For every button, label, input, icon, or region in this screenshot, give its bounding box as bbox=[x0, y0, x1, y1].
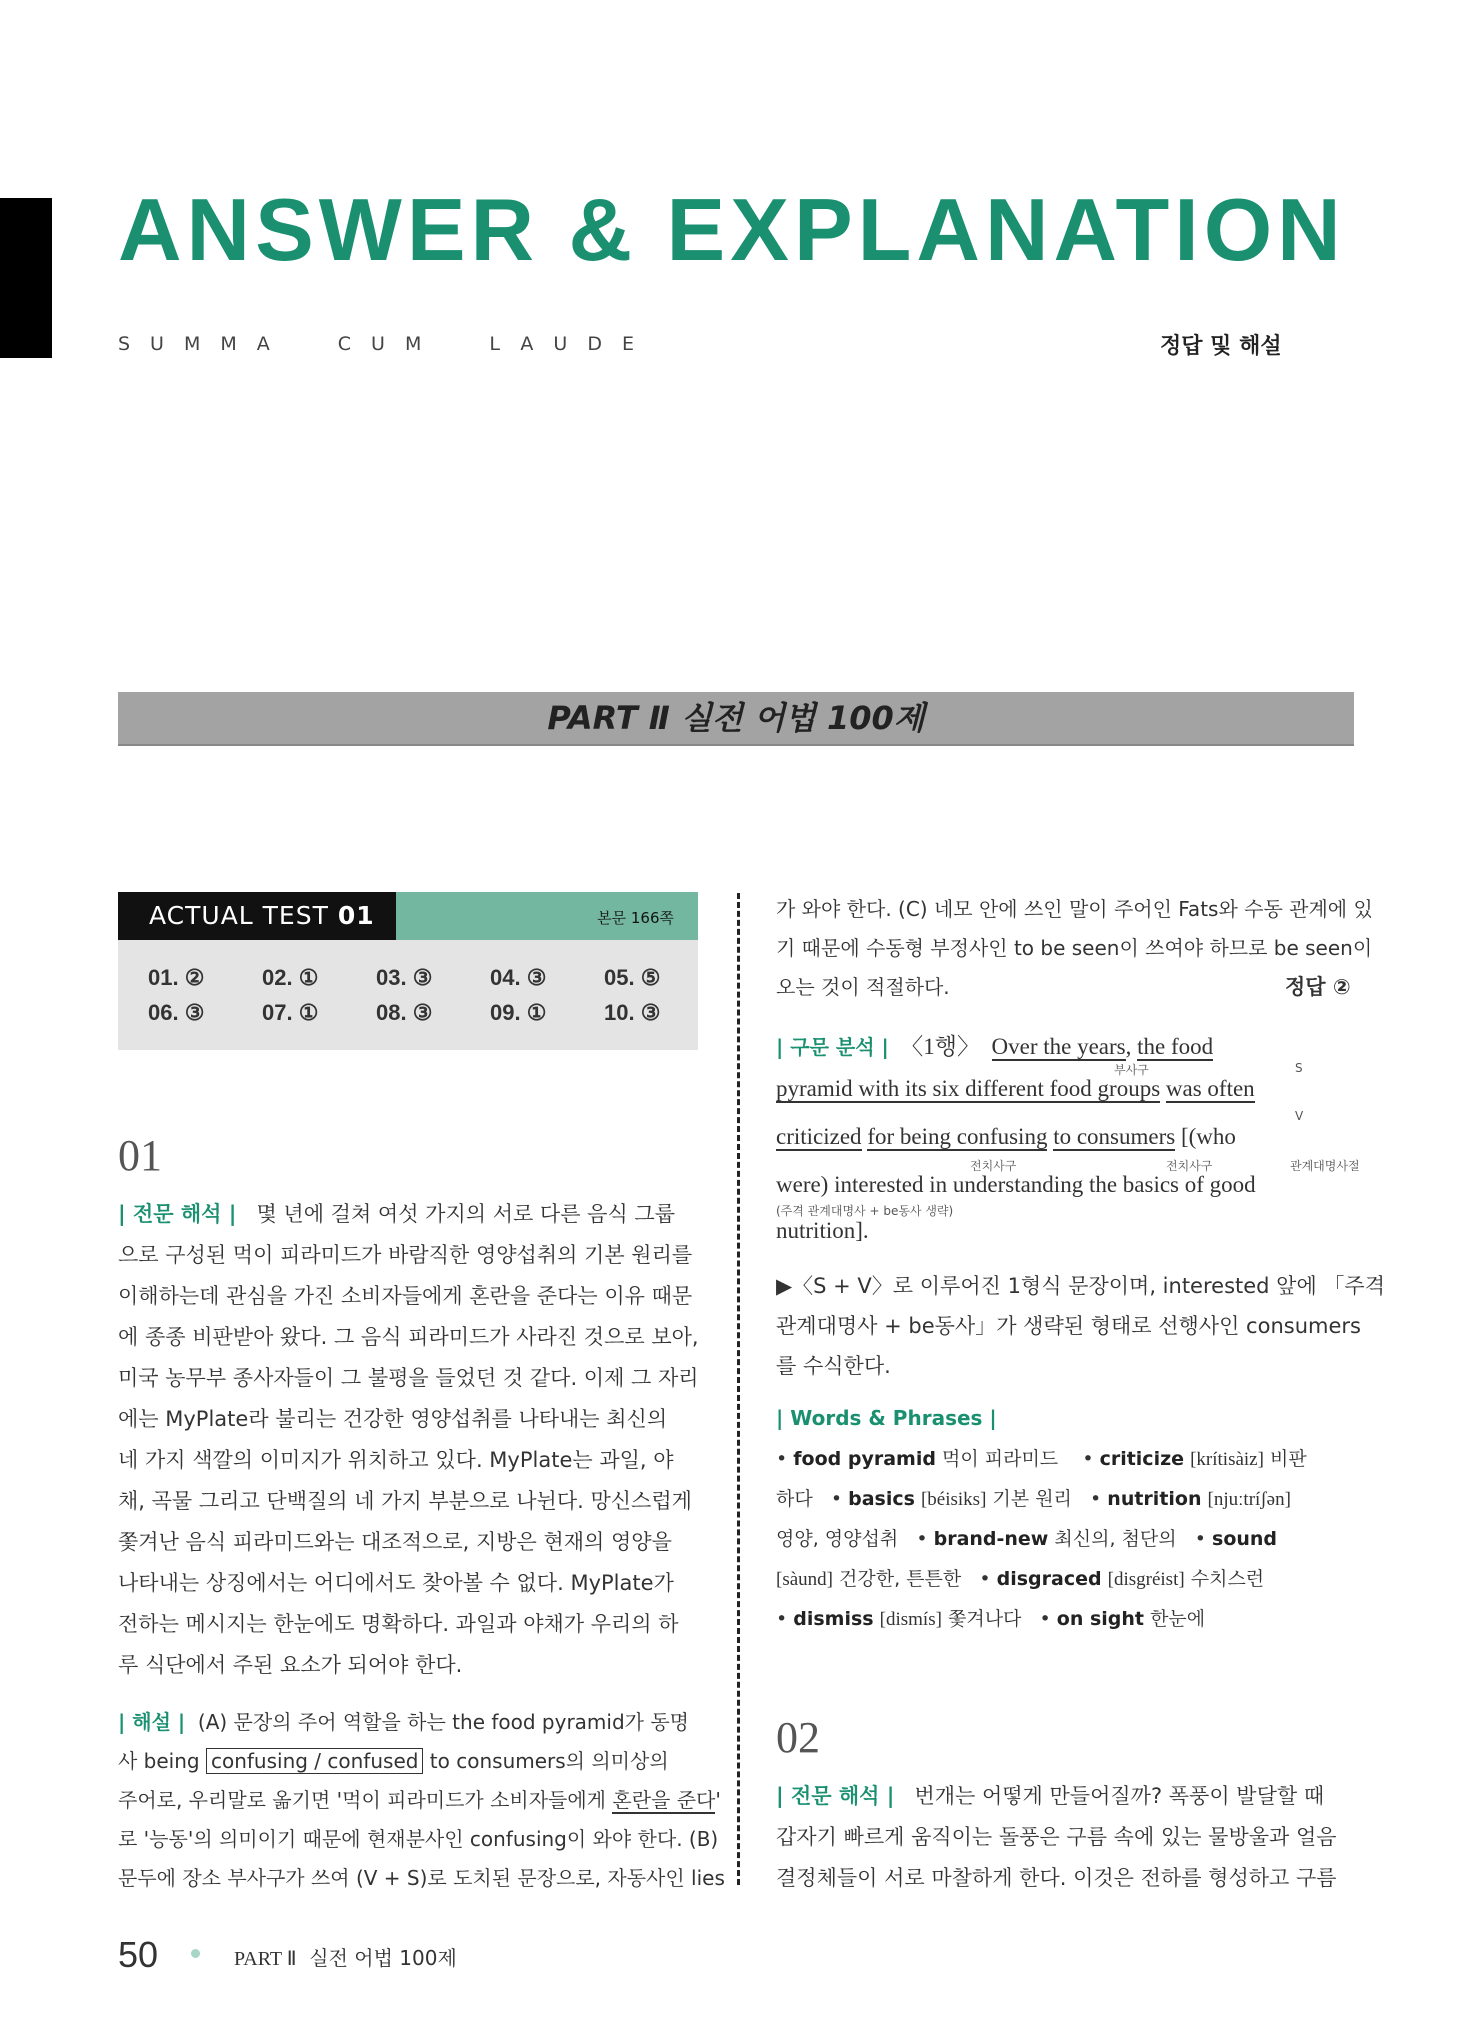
translation-text: 번개는 어떻게 만들어질까? 폭풍이 발달할 때 bbox=[914, 1784, 1325, 1808]
structure-comma: , bbox=[1125, 1034, 1132, 1059]
translation-line bbox=[118, 1198, 675, 1228]
answer-item: 06. ③ bbox=[148, 1000, 205, 1025]
explanation-line bbox=[118, 1784, 721, 1813]
answer-item: 08. ③ bbox=[376, 1000, 433, 1025]
part-banner: PART Ⅱ 실전 어법 100제 bbox=[118, 692, 1354, 746]
structure-line bbox=[776, 1124, 1236, 1150]
word-term: brand-new bbox=[933, 1528, 1049, 1550]
word-pronunciation: [béisiks] bbox=[920, 1489, 987, 1510]
word-term: sound bbox=[1212, 1528, 1278, 1550]
word-meaning: 건강한, 튼튼한 bbox=[839, 1568, 962, 1590]
grammar-annotation: S bbox=[1295, 1061, 1303, 1075]
word-meaning: 기본 원리 bbox=[992, 1488, 1072, 1510]
translation-line bbox=[776, 1780, 1324, 1810]
word-term: on sight bbox=[1056, 1608, 1145, 1630]
word-pronunciation: [njuːtríʃən] bbox=[1207, 1489, 1291, 1510]
structure-phrase: was often bbox=[1165, 1076, 1255, 1101]
word-term: disgraced bbox=[996, 1568, 1102, 1590]
structure-line: nutrition]. bbox=[776, 1218, 869, 1243]
translation-line: 나타내는 상징에서는 어디에서도 찾아볼 수 없다. MyPlate가 bbox=[118, 1571, 674, 1595]
footer-part: PART Ⅱ bbox=[234, 1948, 297, 1970]
word-term: nutrition bbox=[1107, 1488, 1202, 1510]
answer-item: 05. ⑤ bbox=[604, 965, 661, 990]
translation-line: 이해하는데 관심을 가진 소비자들에게 혼란을 준다는 이유 때문 bbox=[118, 1284, 693, 1308]
page-number: 50 bbox=[118, 1934, 159, 1975]
word-meaning: 최신의, 첨단의 bbox=[1054, 1528, 1177, 1550]
structure-phrase: Over the years bbox=[991, 1034, 1126, 1059]
explanation-label: | 해설 | bbox=[118, 1710, 186, 1734]
words-line: 영양, 영양섭취 • brand-new 최신의, 첨단의 • sound bbox=[776, 1528, 1278, 1550]
translation-line: 결정체들이 서로 마찰하게 한다. 이것은 전하를 형성하고 구름 bbox=[776, 1866, 1337, 1890]
grammar-annotation: V bbox=[1295, 1109, 1304, 1123]
word-term: criticize bbox=[1099, 1448, 1185, 1470]
word-meaning: 영양, 영양섭취 bbox=[776, 1528, 899, 1550]
structure-phrase: for being confusing bbox=[867, 1124, 1048, 1149]
explanation-line bbox=[118, 1745, 669, 1774]
translation-line: 루 식단에서 주된 요소가 되어야 한다. bbox=[118, 1653, 463, 1677]
answer-item: 10. ③ bbox=[604, 1000, 661, 1025]
side-black-bar bbox=[0, 198, 52, 358]
word-meaning: 비판 bbox=[1269, 1448, 1307, 1470]
grammar-annotation: (주격 관계대명사 + be동사 생략) bbox=[776, 1204, 954, 1218]
explanation-text: 주어로, 우리말로 옮기면 '먹이 피라미드가 소비자들에게 bbox=[118, 1788, 613, 1812]
structure-phrase: the food bbox=[1137, 1034, 1214, 1059]
answer-box-body bbox=[118, 940, 698, 1050]
answer-box-title bbox=[118, 892, 427, 940]
explanation-text: (A) 문장의 주어 역할을 하는 the food pyramid가 동명 bbox=[197, 1710, 689, 1734]
translation-line: 에 종종 비판받아 왔다. 그 음식 피라미드가 사라진 것으로 보아, bbox=[118, 1325, 699, 1349]
explanation-line: 문두에 장소 부사구가 쓰여 (V + S)로 도치된 문장으로, 자동사인 lies bbox=[118, 1866, 725, 1890]
translation-line: 쫓겨난 음식 피라미드와는 대조적으로, 지방은 현재의 영양을 bbox=[118, 1530, 672, 1554]
explanation-line bbox=[118, 1706, 689, 1735]
grammar-annotation: 관계대명사절 bbox=[1290, 1159, 1360, 1173]
structure-line bbox=[776, 1028, 1213, 1061]
explanation-line: 기 때문에 수동형 부정사인 to be seen이 쓰여야 하므로 be seen이 bbox=[776, 936, 1373, 960]
word-pronunciation: [krítisàiz] bbox=[1190, 1449, 1264, 1470]
words-label: | Words & Phrases | bbox=[776, 1406, 997, 1430]
translation-label: | 전문 해석 | bbox=[118, 1202, 237, 1226]
explanation-line: 오는 것이 적절하다. bbox=[776, 975, 950, 999]
translation-label: | 전문 해석 | bbox=[776, 1784, 895, 1808]
word-meaning: 하다 bbox=[776, 1488, 813, 1510]
header-subtitle: SUMMA CUM LAUDE bbox=[118, 333, 654, 355]
structure-note: 관계대명사 + be동사」가 생략된 형태로 선행사인 consumers bbox=[776, 1314, 1361, 1338]
translation-line: 전하는 메시지는 한눈에도 명확하다. 과일과 야채가 우리의 하 bbox=[118, 1612, 679, 1636]
explanation-text: ' bbox=[715, 1788, 721, 1812]
words-line: • dismiss [dismís] 쫓겨나다 • on sight 한눈에 bbox=[776, 1608, 1206, 1630]
answer-box-page-ref: 본문 166쪽 bbox=[396, 892, 698, 940]
grammar-annotation: 전치사구 bbox=[1166, 1159, 1213, 1173]
answer-label: 정답 ② bbox=[1285, 975, 1351, 999]
structure-label: | 구문 분석 | bbox=[776, 1035, 889, 1059]
explanation-text: 사 being bbox=[118, 1749, 206, 1773]
structure-line: were) interested in understanding the basics of good bbox=[776, 1172, 1256, 1197]
word-meaning: 먹이 피라미드 bbox=[941, 1448, 1059, 1470]
word-term: food pyramid bbox=[793, 1448, 936, 1470]
structure-phrase: [(who bbox=[1180, 1124, 1236, 1149]
footer-title-text: 실전 어법 100제 bbox=[309, 1946, 457, 1970]
word-pronunciation: [disgréist] bbox=[1107, 1569, 1185, 1590]
question-number: 02 bbox=[776, 1713, 820, 1762]
word-pronunciation: [sàund] bbox=[776, 1569, 833, 1590]
translation-line: 미국 농무부 종사자들이 그 불평을 들었던 것 같다. 이제 그 자리 bbox=[118, 1366, 699, 1390]
words-line: • food pyramid 먹이 피라미드 • criticize [krítisàiz] 비판 bbox=[776, 1448, 1307, 1470]
grammar-annotation: 전치사구 bbox=[970, 1159, 1017, 1173]
page-title: ANSWER & EXPLANATION bbox=[118, 180, 1346, 279]
translation-line: 으로 구성된 먹이 피라미드가 바람직한 영양섭취의 기본 원리를 bbox=[118, 1243, 693, 1267]
word-term: dismiss bbox=[793, 1608, 874, 1630]
boxed-choice: confusing / confused bbox=[206, 1748, 423, 1774]
answer-item: 09. ① bbox=[490, 1000, 547, 1025]
answer-item: 07. ① bbox=[262, 1000, 319, 1025]
footer-dot bbox=[191, 1949, 200, 1958]
translation-line: 갑자기 빠르게 움직이는 돌풍은 구름 속에 있는 물방울과 얼음 bbox=[776, 1825, 1337, 1849]
structure-line bbox=[776, 1076, 1255, 1102]
word-meaning: 수치스런 bbox=[1190, 1568, 1265, 1590]
explanation-line: 로 '능동'의 의미이기 때문에 현재분사인 confusing이 와야 한다. (B) bbox=[118, 1827, 719, 1851]
answer-item: 01. ② bbox=[148, 965, 205, 990]
answer-item: 02. ① bbox=[262, 965, 319, 990]
structure-note: 를 수식한다. bbox=[776, 1354, 891, 1378]
column-divider bbox=[737, 893, 740, 1885]
structure-phrase: pyramid with its six different food groups bbox=[776, 1076, 1161, 1101]
structure-phrase: criticized bbox=[776, 1124, 862, 1149]
answer-box-title-prefix: ACTUAL TEST bbox=[149, 901, 338, 930]
answer-box-header bbox=[118, 892, 698, 940]
translation-text: 몇 년에 걸쳐 여섯 가지의 서로 다른 음식 그룹 bbox=[256, 1202, 676, 1226]
words-line: 하다 • basics [béisiks] 기본 원리 • nutrition [njuːtríʃən] bbox=[776, 1488, 1291, 1510]
translation-line: 에는 MyPlate라 불리는 건강한 영양섭취를 나타내는 최신의 bbox=[118, 1407, 668, 1431]
explanation-text: to consumers의 의미상의 bbox=[423, 1749, 669, 1773]
explanation-line: 가 와야 한다. (C) 네모 안에 쓰인 말이 주어인 Fats와 수동 관계에 있 bbox=[776, 897, 1373, 921]
footer-title bbox=[234, 1942, 457, 1971]
word-meaning: 한눈에 bbox=[1150, 1608, 1206, 1630]
word-meaning: 쫓겨나다 bbox=[947, 1608, 1022, 1630]
underlined-text: 혼란을 준다 bbox=[612, 1788, 716, 1812]
answer-item: 03. ③ bbox=[376, 965, 433, 990]
translation-line: 네 가지 색깔의 이미지가 위치하고 있다. MyPlate는 과일, 야 bbox=[118, 1448, 674, 1472]
word-pronunciation: [dismís] bbox=[879, 1609, 942, 1630]
structure-note: ▶〈S + V〉로 이루어진 1형식 문장이며, interested 앞에 「주격 bbox=[776, 1274, 1385, 1298]
grammar-annotation: 부사구 bbox=[1114, 1063, 1149, 1077]
word-term: basics bbox=[848, 1488, 915, 1510]
answer-box-title-number: 01 bbox=[337, 901, 375, 930]
words-line: [sàund] 건강한, 튼튼한 • disgraced [disgréist] 수치스런 bbox=[776, 1568, 1265, 1590]
answer-item: 04. ③ bbox=[490, 965, 547, 990]
structure-phrase: to consumers bbox=[1053, 1124, 1176, 1149]
header-right-label: 정답 및 해설 bbox=[1160, 334, 1282, 359]
line-tag: 〈1행〉 bbox=[900, 1034, 980, 1059]
translation-line: 채, 곡물 그리고 단백질의 네 가지 부분으로 나뉜다. 망신스럽게 bbox=[118, 1489, 692, 1513]
question-number: 01 bbox=[118, 1131, 162, 1180]
